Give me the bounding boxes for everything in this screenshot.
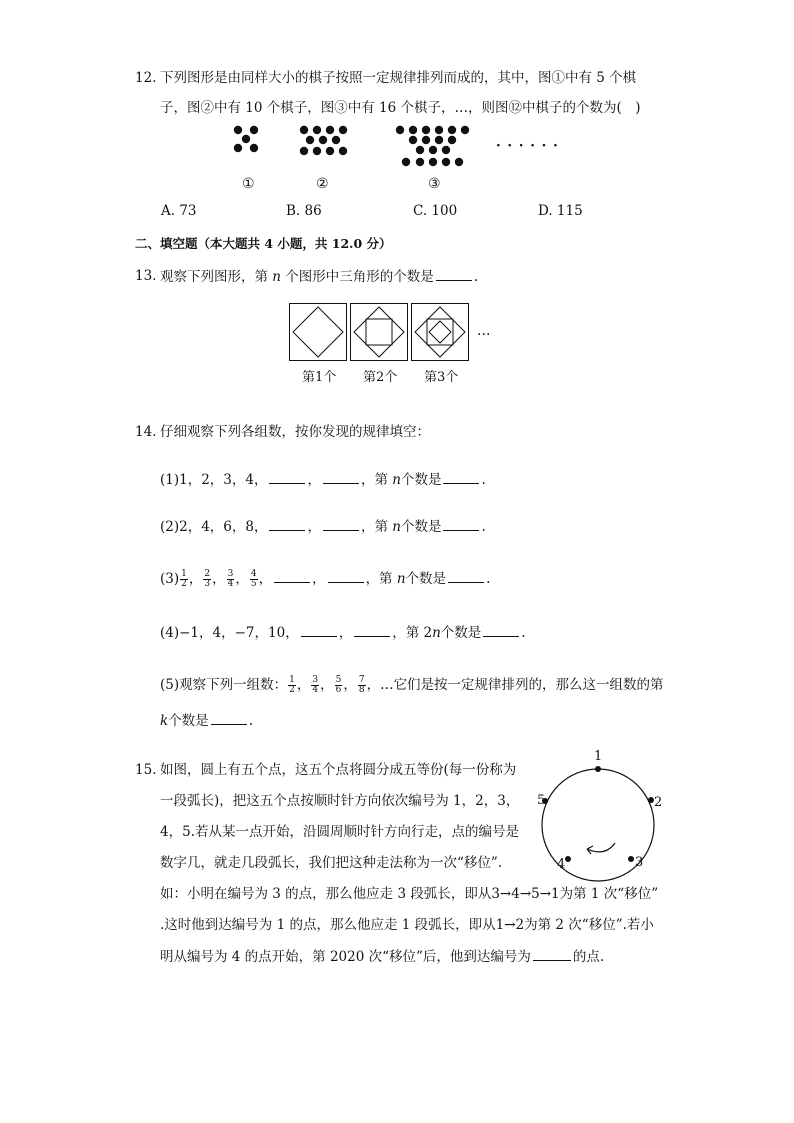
q15-line7: 明从编号为 4 的点开始，第 2020 次“移位”后，他到达编号为 的点.	[160, 946, 604, 967]
circle-point-3	[628, 856, 634, 862]
q12-number: 12.	[135, 70, 157, 86]
q12-continuation-dots: · · · · · ·	[496, 138, 559, 154]
q13-text: 观察下列图形，第 n 个图形中三角形的个数是 .	[160, 266, 478, 287]
q12-label-2: ②	[316, 176, 329, 192]
q14-number: 14.	[135, 424, 157, 440]
q14-part3: (3) $\frac{1}{2}$ ， $\frac{2}{3}$ ， $\frac{3}{4}$ ， $\frac{4}{5}$ ， ， ，第 n个数是 .	[160, 569, 491, 589]
q12-figure-1	[230, 125, 270, 155]
q14-intro: 仔细观察下列各组数，按你发现的规律填空：	[160, 424, 430, 440]
fraction: $\frac{5}{6}$	[335, 675, 342, 695]
q13-label-1: 第1个	[302, 370, 337, 385]
q14-part5: (5)观察下列一组数： $\frac{1}{2}$ ， $\frac{3}{4}$ ， $\frac{5}{6}$ ， $\frac{7}{8}$ ，…它们是按一定规律排列的，那么这一组数的第	[160, 675, 664, 695]
fraction: $\frac{3}{4}$	[227, 569, 234, 589]
q14-part5-line2: k个数是 .	[160, 710, 253, 731]
q15-line3: 4，5.若从某一点开始，沿圆周顺时针方向行走，点的编号是	[160, 824, 519, 840]
q15-line5: 如：小明在编号为 3 的点，那么他应走 3 段弧长，即从3→4→5→1为第 1 次“移位”	[160, 886, 659, 902]
circle-label-2: 2	[654, 795, 663, 810]
fraction: $\frac{3}{4}$	[312, 675, 319, 695]
q14-part1: (1)1，2，3，4， ， ，第 n个数是 .	[160, 469, 486, 490]
q12-figure-2	[297, 125, 357, 165]
q13-figure-1	[289, 303, 347, 361]
q12-line2: 子，图②中有 10 个棋子，图③中有 16 个棋子，…，则图⑫中棋子的个数为( )	[160, 100, 641, 116]
q15-line2: 一段弧长)，把这五个点按顺时针方向依次编号为 1，2，3，	[160, 793, 520, 809]
q13-figure-2	[350, 303, 408, 361]
q13-label-2: 第2个	[363, 370, 398, 385]
q14-part4: (4)−1，4，−7，10， ， ，第 2n个数是 .	[160, 622, 526, 643]
circle-label-1: 1	[594, 749, 603, 764]
q15-line6: .这时他到达编号为 1 的点，那么他应走 1 段弧长，即从1→2为第 2 次“移位”.若小	[160, 917, 654, 933]
q12-figure-3	[393, 125, 483, 175]
section-title: 二、填空题（本大题共 4 小题，共 12.0 分）	[135, 236, 392, 251]
q12-option-c[interactable]: C. 100	[413, 203, 458, 219]
circle-label-5: 5	[537, 793, 546, 808]
fraction: $\frac{1}{2}$	[181, 569, 187, 589]
q15-line1: 如图，圆上有五个点，这五个点将圆分成五等份(每一份称为	[160, 762, 517, 778]
q13-label-3: 第3个	[424, 370, 459, 385]
fraction: $\frac{4}{5}$	[250, 569, 257, 589]
q14-part2: (2)2，4，6，8， ， ，第 n个数是 .	[160, 516, 486, 537]
q12-line1: 下列图形是由同样大小的棋子按照一定规律排列而成的，其中，图①中有 5 个棋	[160, 70, 637, 86]
fraction: $\frac{1}{2}$	[289, 675, 295, 695]
circle-label-3: 3	[635, 855, 644, 870]
q12-label-1: ①	[242, 176, 255, 192]
fraction: $\frac{7}{8}$	[358, 675, 365, 695]
q13-ellipsis: …	[477, 323, 491, 339]
q12-option-b[interactable]: B. 86	[286, 203, 322, 219]
q15-circle-diagram	[535, 745, 665, 875]
q15-line4: 数字几，就走几段弧长，我们把这种走法称为一次“移位”.	[160, 855, 503, 871]
fraction: $\frac{2}{3}$	[204, 569, 211, 589]
circle-point-4	[565, 856, 571, 862]
q12-option-d[interactable]: D. 115	[538, 203, 583, 219]
q15-number: 15.	[135, 762, 157, 778]
q12-label-3: ③	[428, 176, 441, 192]
q13-figure-3	[411, 303, 469, 361]
circle-point-1	[595, 766, 601, 772]
q12-option-a[interactable]: A. 73	[161, 203, 197, 219]
circle-label-4: 4	[557, 857, 566, 872]
q13-number: 13.	[135, 268, 157, 284]
